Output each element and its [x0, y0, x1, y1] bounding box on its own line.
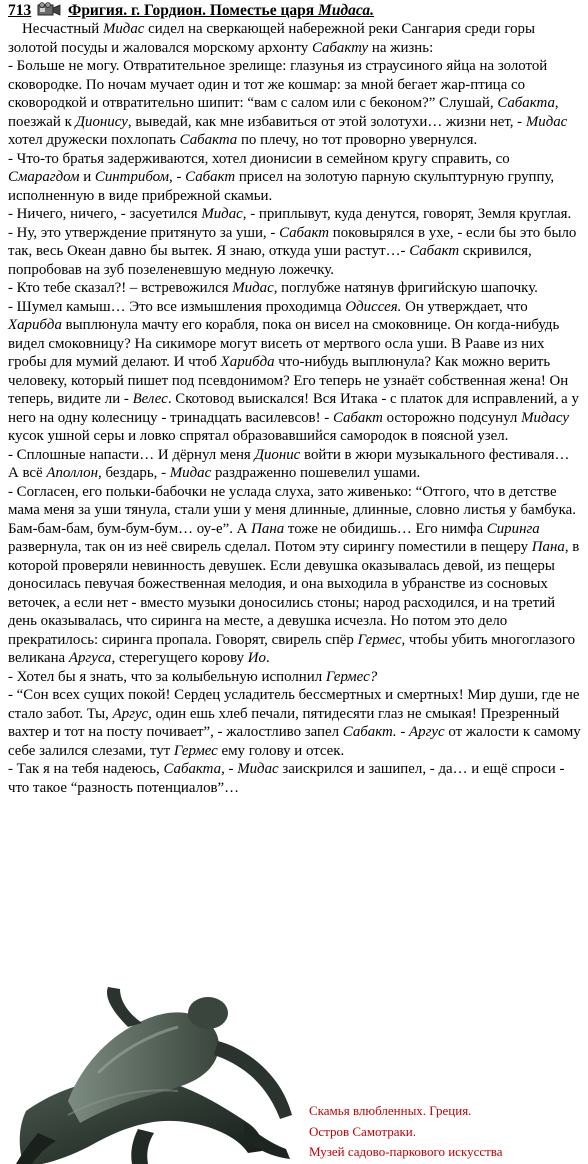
photo-caption	[309, 1101, 579, 1163]
story-paragraph	[8, 483, 583, 668]
story-paragraph	[8, 205, 583, 224]
text-run: - Кто тебе сказал?! – встревожился	[8, 280, 233, 296]
character-name: Мидас	[102, 21, 145, 37]
character-name: Аполлон	[46, 465, 98, 481]
character-name: Дионису	[75, 113, 128, 130]
text-run: - Шумел камыш… Это все измышления проходимца	[8, 298, 346, 315]
text-run: выплюнула мачту его корабля, пока он висел на смоковнице. Он когда-нибудь видел смоковницу? На сикиморе могут висеть от мертвого осла уши. В Рааве из них гробы для мумий делают. И чтоб	[8, 317, 560, 370]
text-run: , бездарь, -	[98, 465, 170, 481]
text-run: развернула, так он из неё свирель сделал. Потом эту сирингу поместили в пещеру	[8, 539, 532, 555]
story-paragraph	[8, 668, 583, 687]
character-name: Ио	[247, 650, 266, 666]
text-run: - Ничего, ничего, - засуетился	[8, 206, 202, 222]
character-name: Мидасу	[521, 409, 570, 426]
character-name: Мидас,	[232, 280, 278, 296]
character-name: Синтрибом	[94, 169, 170, 185]
entry-header	[8, 1, 580, 21]
text-run: от жалости к самому себе залился слезами, тут	[8, 724, 581, 759]
text-run: по плечу, но тот проворно увернулся.	[237, 132, 478, 148]
text-run: на жизнь:	[368, 39, 434, 56]
text-run: что-нибудь выплюнула? Как можно верить человеку, который пишет под псевдонимом? Его теперь не узнаёт собственная жена! Он теперь, видите ли -	[8, 354, 569, 407]
caption-line-1: Скамья влюбленных. Греция.	[309, 1103, 472, 1118]
character-name: Харибда	[8, 317, 62, 333]
character-name: Пана	[531, 539, 565, 555]
text-run: осторожно подсунул	[382, 409, 522, 426]
story-text	[8, 20, 583, 797]
film-camera-icon	[37, 2, 61, 16]
text-run: поглубже натянув фригийскую шапочку.	[277, 280, 538, 296]
text-run: - Сплошные напасти… И дёрнул меня	[8, 446, 255, 463]
character-name: Гермес	[357, 631, 402, 648]
story-paragraph	[8, 150, 583, 206]
character-name: Дионис	[254, 446, 301, 463]
text-run: скривился, попробовав на зуб позеленевшую медную ложечку.	[8, 243, 532, 278]
character-name: Мидас	[525, 113, 568, 130]
text-run: ему голову и отсек.	[217, 742, 345, 759]
text-run: , выведай, как мне избавиться от этой золотухи… жизни нет, -	[127, 113, 526, 130]
caption-line-3: Музей садово-паркового искусства	[309, 1144, 503, 1159]
character-name: Аргуса,	[68, 650, 116, 666]
text-run: - Согласен, его польки-бабочки не услада слуха, зато живенько: “Отгого, что в детстве мама меня за уши тянула, стали уши у меня длинные, длинные, словно листья у бамбука. Бам-бам-бам, бум-бум-бум… оу-е”. А	[8, 483, 576, 537]
character-name: Пана	[251, 520, 285, 537]
text-run: - Что-то братья задерживаются, хотел дионисии в семейном кругу справить, со	[8, 150, 510, 167]
text-run: , поезжай к	[8, 95, 559, 130]
text-run: Он утверждает, что	[401, 298, 528, 315]
story-paragraph	[8, 446, 583, 483]
story-paragraph	[8, 224, 583, 280]
character-name: Гермес?	[325, 668, 378, 685]
text-run: , -	[221, 761, 238, 777]
text-run: , в которой проверяли невинность девушек. Если девушка оказывалась девой, из пещеры доносилась певучая божественная мелодия, и она выходила в убранстве из сосновых веточек, а если нет - вместо музыки доносились стоны; народ расходился, и на третий день оказывалась, что сиринга на месте, а девушка исчезла. Но потом это дело прекратилось: сиринга пропала. Говорят, свирель спёр	[8, 539, 580, 648]
character-name: Велес	[132, 391, 168, 407]
story-paragraph	[8, 279, 583, 298]
bronze-sculpture-image	[8, 983, 304, 1164]
text-run: . Скотовод выискался! Вся Итака - с платок для исправлений, а у него на одну колесницу - тринадцать василевсов! -	[8, 391, 579, 426]
text-run: - Больше не могу. Отвратительное зрелище: глазунья из страусиного яйца на золотой сковородке. По ночам мучает один и тот же кошмар: за мной бегает жар-птица со сковородкой и отвратительно шипит: “вам с салом или с беконом?” Слушай,	[8, 58, 548, 111]
caption-line-2: Остров Самотраки.	[309, 1123, 417, 1139]
text-run: заискрился и зашипел, - да… и ещё спроси - что такое “разность потенциалов”…	[8, 761, 565, 796]
story-paragraph	[8, 760, 583, 797]
character-name: Сабакту	[311, 39, 369, 56]
story-paragraph	[8, 686, 583, 760]
character-name: Сиринга	[486, 520, 540, 537]
text-run: раздраженно пошевелил ушами.	[211, 465, 421, 481]
text-run: - “Сон всех сущих покой! Сердец усладитель бессмертных и смертных! Мир души, где не стало забот. Ты,	[8, 687, 580, 722]
text-run: хотел дружески похлопать	[8, 132, 180, 148]
character-name: Сабакт	[409, 243, 460, 259]
text-run: и	[79, 169, 95, 185]
character-name: Сабакт	[332, 409, 383, 426]
text-run: присел на золотую парную скульптурную группу, исполненную в виде прибрежной скамьи.	[8, 169, 555, 204]
story-paragraph	[8, 20, 583, 57]
character-name: Сабакт	[185, 169, 236, 185]
text-run: поковырялся в ухе, - если бы это было так, весь Океан давно бы вытек. Я знаю, откуда уши растут…-	[8, 224, 577, 259]
character-name: Харибда	[220, 354, 275, 370]
text-run: тоже не обидишь… Его нимфа	[284, 520, 487, 537]
character-name: Сабакт	[279, 224, 329, 241]
character-name: Сабакта	[179, 132, 238, 148]
text-run: стерегущего корову	[115, 650, 248, 666]
character-name: Мидас	[169, 465, 212, 481]
sculpture-photo	[8, 983, 304, 1164]
story-paragraph	[8, 298, 583, 446]
text-run: - Хотел бы я знать, что за колыбельную исполнил	[8, 668, 326, 685]
character-name: Одиссея.	[345, 298, 402, 315]
text-run: - Так я на тебя надеюсь,	[8, 761, 164, 777]
text-run: Несчастный	[22, 21, 103, 37]
text-run: , - приплывут, куда денутся, говорят, Земля круглая.	[242, 206, 572, 222]
character-name: Сабакта	[163, 761, 222, 777]
text-run: , -	[169, 169, 186, 185]
text-run: войти в жюри музыкального фестиваля… А всё	[8, 446, 570, 481]
character-name: Смарагдом	[8, 169, 80, 185]
text-run: , один ешь хлеб печали, пятидесяти глаз не смыкая! Презренный вахтер и тот на посту почивает”, - жалостливо запел	[8, 705, 560, 740]
text-run: .	[265, 650, 270, 666]
story-paragraph	[8, 57, 583, 150]
character-name: Сабакта	[497, 95, 555, 111]
text-run: кусок ушной серы и ловко спрятал образовавшийся самородок в поясной узел.	[8, 428, 509, 444]
entry-title-name: Мидаса.	[318, 2, 374, 19]
text-run: сидел на сверкающей набережной реки Сангария среди горы золотой посуды и жаловался морскому архонту	[8, 21, 536, 56]
text-run: - Ну, это утверждение притянуто за уши, -	[8, 224, 280, 241]
character-name: Мидас	[201, 206, 243, 222]
character-name: Мидас	[237, 761, 279, 777]
entry-title	[68, 2, 374, 19]
character-name: Гермес	[173, 742, 218, 759]
character-name: Аргус	[112, 705, 149, 722]
entry-title-prefix: Фригия. г. Гордион. Поместье царя	[68, 2, 319, 19]
text-run: , чтобы убить многоглазого великана	[8, 631, 576, 666]
character-name: Сабакт. - Аргус	[342, 724, 445, 740]
entry-number: 713	[8, 2, 32, 19]
